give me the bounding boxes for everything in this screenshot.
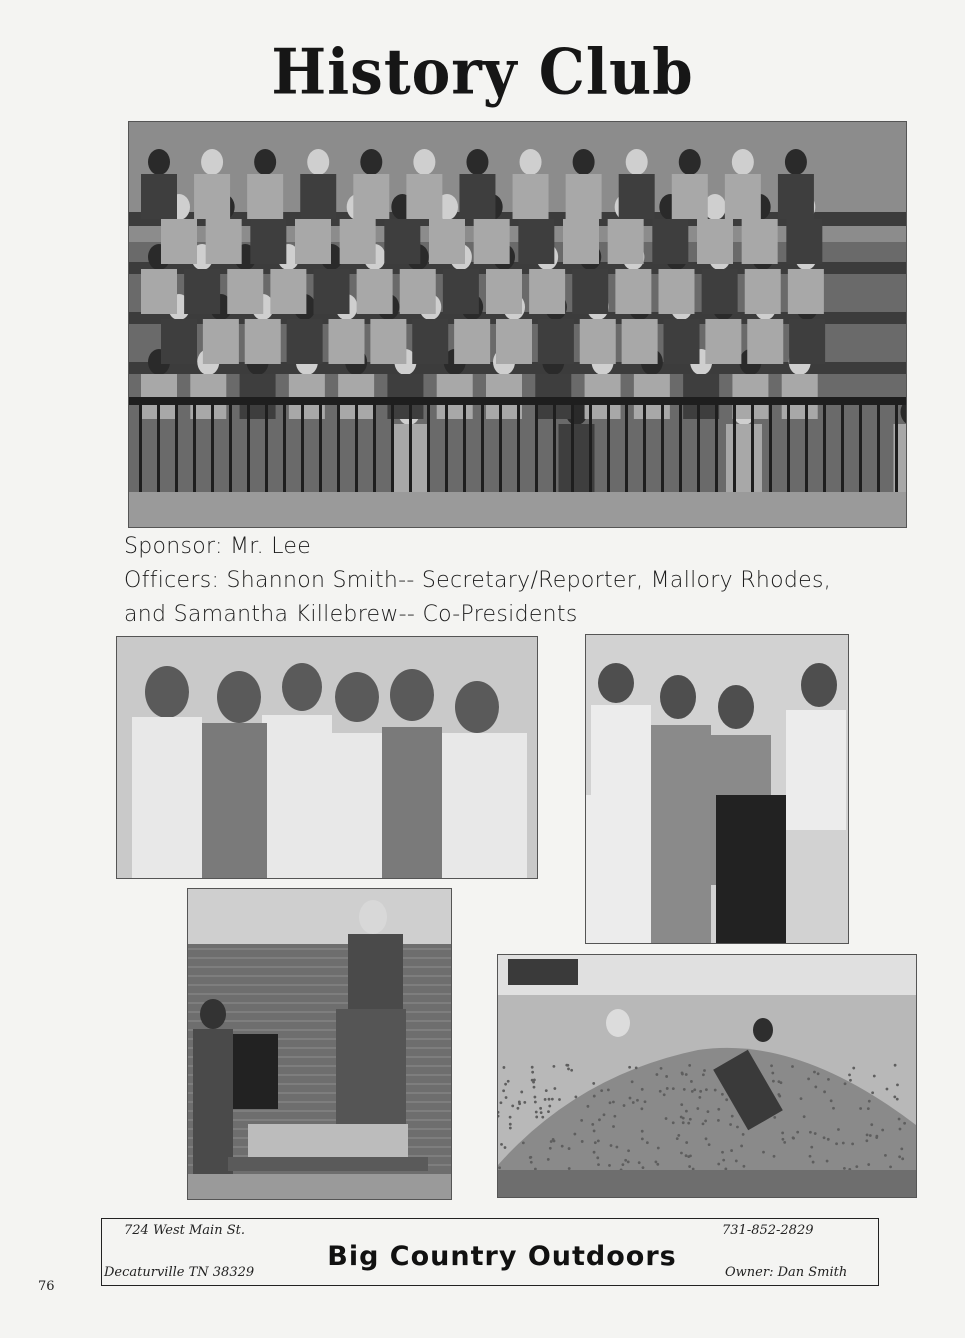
costume-group-photo-right	[585, 634, 849, 944]
ad-owner: Owner: Dan Smith	[725, 1265, 848, 1280]
officers-caption: Officers: Shannon Smith-- Secretary/Reporter, Mallory Rhodes,	[124, 568, 832, 593]
sponsor-caption: Sponsor: Mr. Lee	[124, 534, 312, 559]
costume-group-photo-left	[116, 636, 538, 879]
ad-address: 724 West Main St.	[124, 1223, 245, 1238]
brick-wall-photo	[187, 888, 452, 1200]
page-number: 76	[38, 1279, 55, 1294]
ad-phone: 731-852-2829	[722, 1223, 814, 1238]
gravel-pile-photo	[497, 954, 917, 1198]
ad-business-name: Big Country Outdoors	[327, 1241, 677, 1272]
officers-caption-continued: and Samantha Killebrew-- Co-Presidents	[124, 602, 578, 627]
page-title: History Club	[271, 35, 694, 109]
ad-city: Decaturville TN 38329	[104, 1265, 255, 1280]
advertisement-box	[101, 1218, 879, 1286]
group-photo	[128, 121, 907, 528]
